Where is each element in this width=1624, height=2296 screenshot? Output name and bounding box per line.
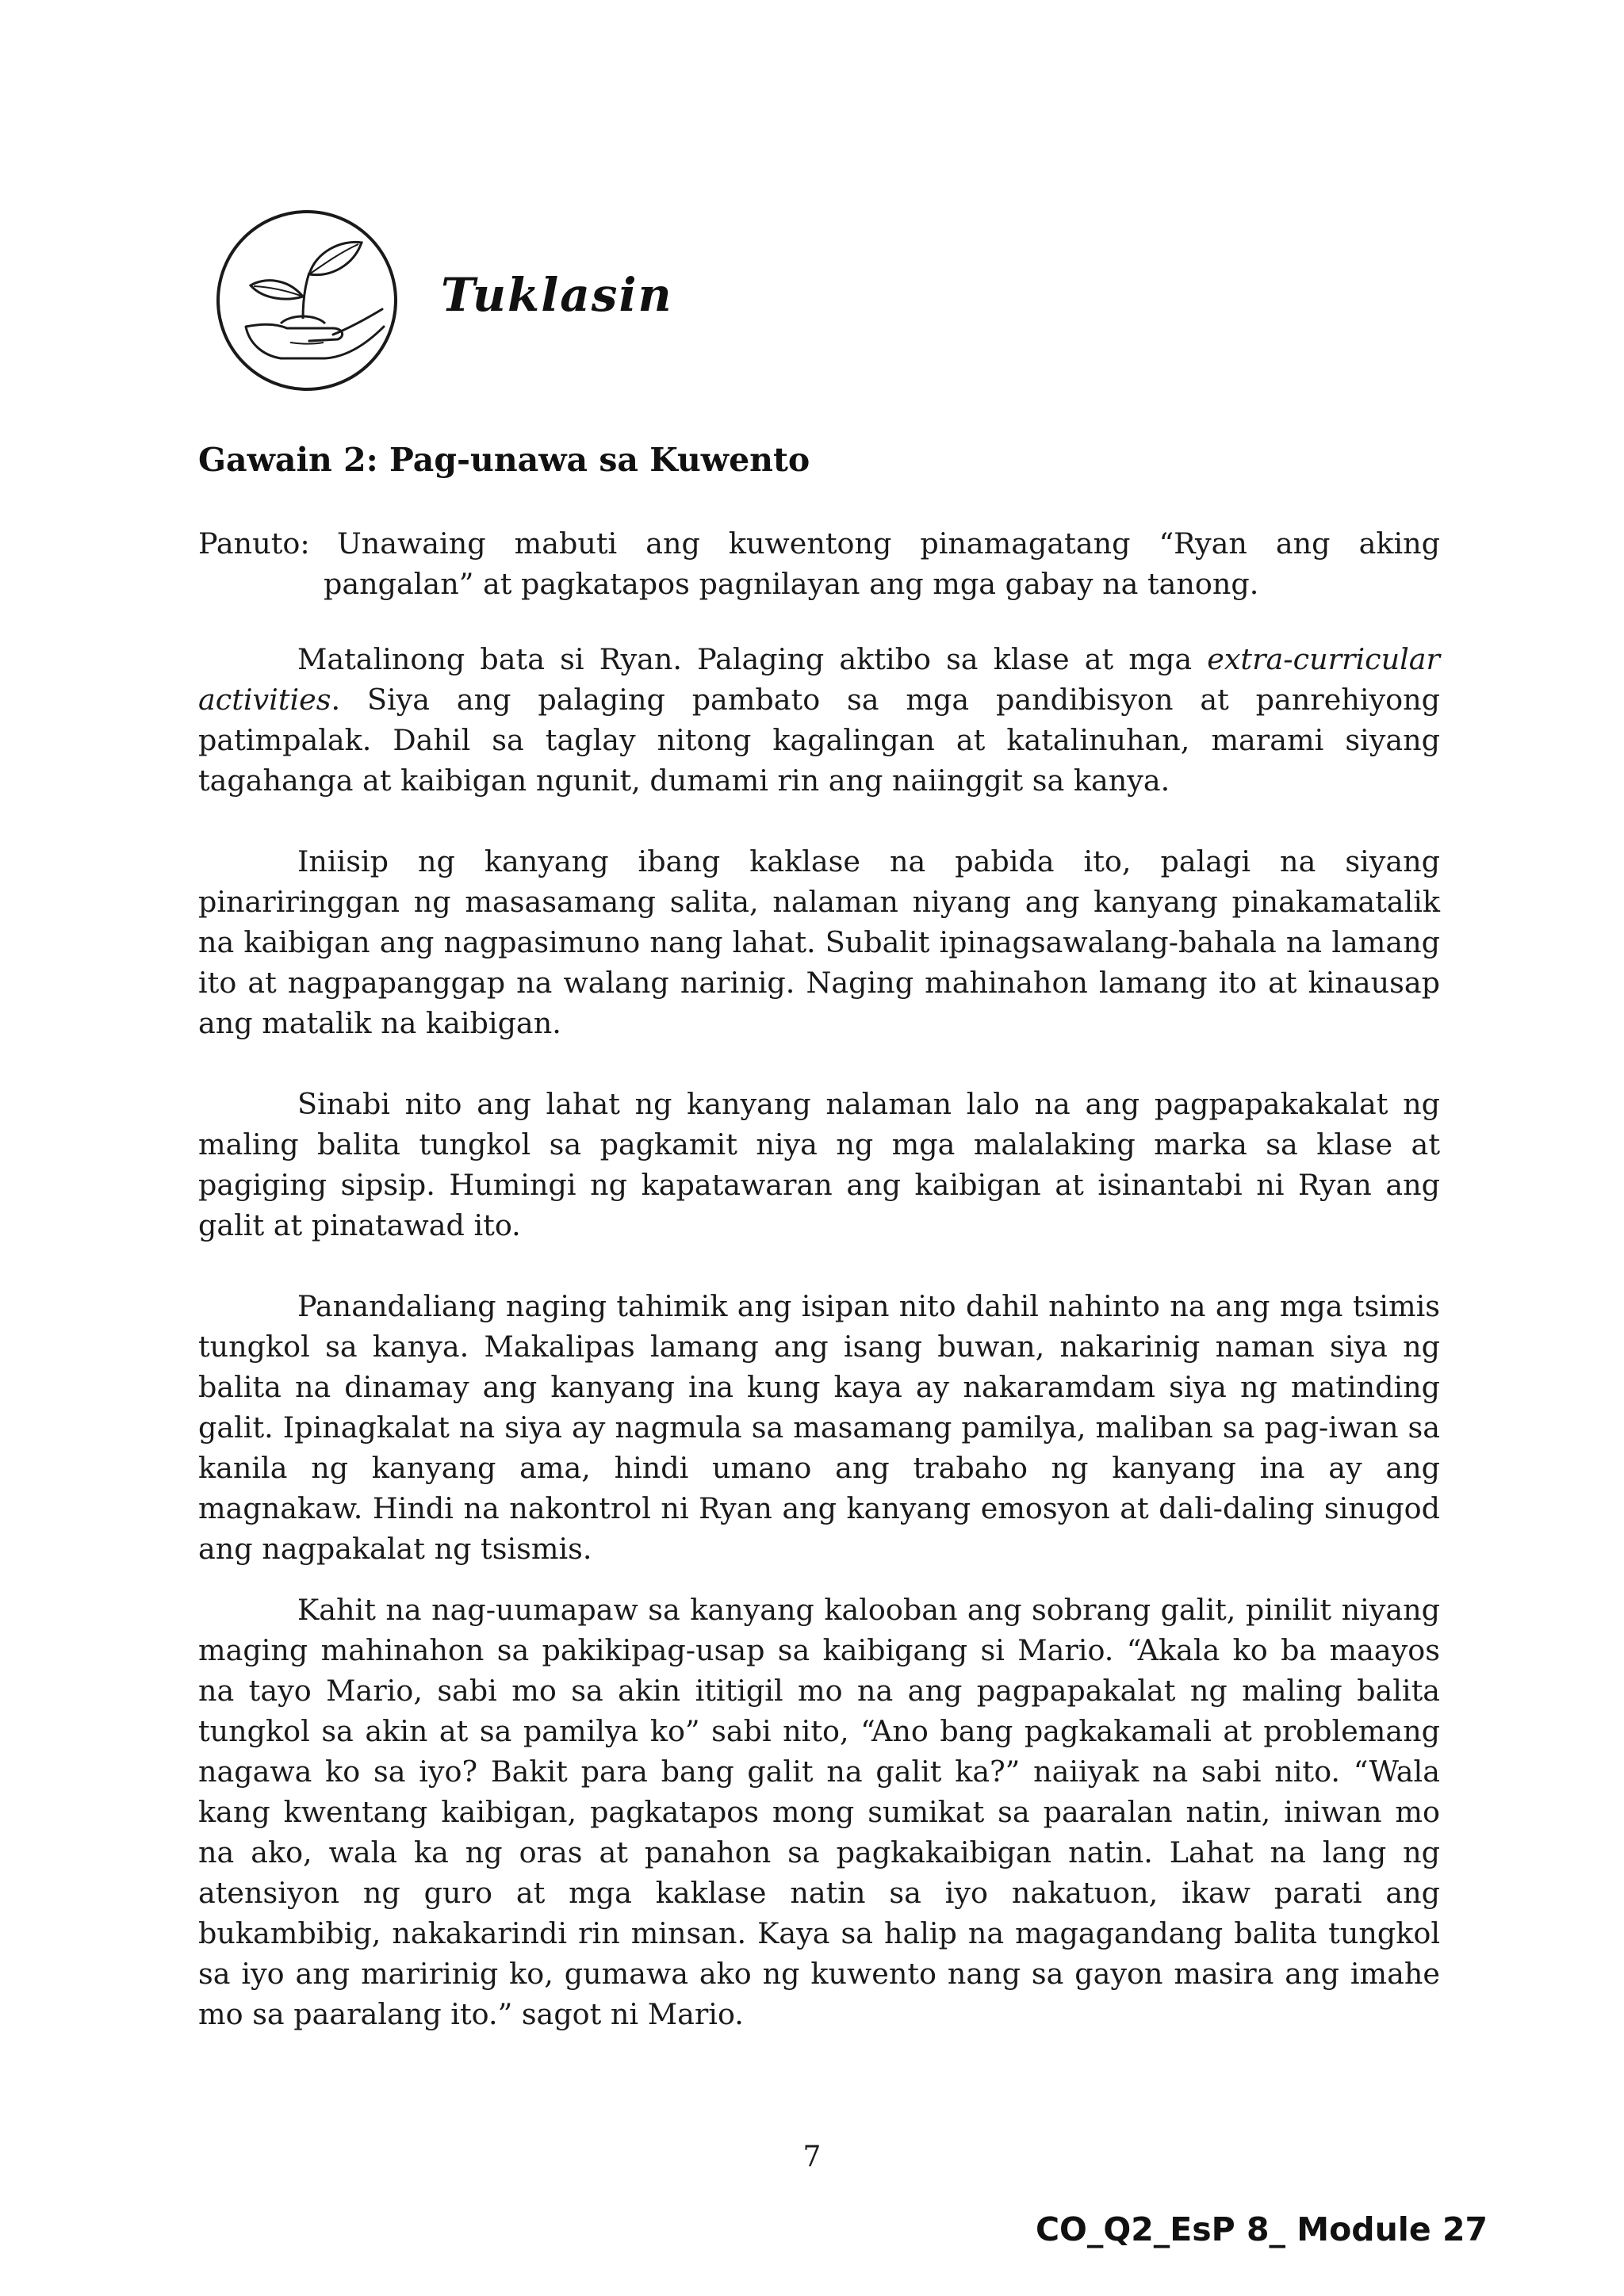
- story-paragraph-2: Iniisip ng kanyang ibang kaklase na pabida ito, palagi na siyang pinariringgan ng masasamang salita, nalaman niyang ang kanyang pinakamatalik na kaibigan ang nagpasimuno nang lahat. Subalit ipinagsawalang-bahala na lamang ito at nagpapanggap na walang narinig. Naging mahinahon lamang ito at kinausap ang matalik na kaibigan.: [198, 844, 1440, 1040]
- story: [198, 639, 1440, 2075]
- story-paragraph-5: Kahit na nag-uumapaw sa kanyang kalooban ang sobrang galit, pinilit niyang maging mahinahon sa pakikipag-usap sa kaibigang si Mario. “Akala ko ba maayos na tayo Mario, sabi mo sa akin ititigil mo na ang pagpapakalat ng maling balita tungkol sa akin at sa pamilya ko” sabi nito, “Ano bang pagkakamali at problemang nagawa ko sa iyo? Bakit para bang galit na galit ka?” naiiyak na sabi nito. “Wala kang kwentang kaibigan, pagkatapos mong sumikat sa paaralan natin, iniwan mo na ako, wala ka ng oras at panahon sa pagkakaibigan natin. Lahat na lang ng atensiyon ng guro at mga kaklase natin sa iyo nakatuon, ikaw parati ang bukambibig, nakakarindi rin minsan. Kaya sa halip na magagandang balita tungkol sa iyo ang maririnig ko, gumawa ako ng kuwento nang sa gayon masira ang imahe mo sa paaralang ito.” sagot ni Mario.: [198, 1593, 1440, 2031]
- directions-text-line-2: pangalan” at pagkatapos pagnilayan ang mga gabay na tanong.: [324, 567, 1259, 601]
- module-code: CO_Q2_EsP 8_ Module 27: [1035, 2210, 1488, 2248]
- story-paragraph-1-text: Matalinong bata si Ryan. Palaging aktibo sa klase at mga: [297, 642, 1208, 676]
- section-title: Tuklasin: [441, 268, 673, 322]
- page-number: 7: [802, 2141, 822, 2173]
- directions-label: Panuto:: [198, 526, 310, 561]
- hand-holding-seedling-icon: [214, 208, 400, 393]
- directions-text-line-1: Unawaing mabuti ang kuwentong pinamagatang “Ryan ang aking: [337, 526, 1440, 561]
- story-paragraph-1-italic: extra-curricular activities: [198, 642, 1440, 717]
- activity-title: Gawain 2: Pag-unawa sa Kuwento: [198, 441, 810, 479]
- story-paragraph-1: [198, 639, 1440, 801]
- directions: [198, 523, 1440, 604]
- story-paragraph-3: Sinabi nito ang lahat ng kanyang nalaman lalo na ang pagpapakakalat ng maling balita tungkol sa pagkamit niya ng mga malalaking marka sa klase at pagiging sipsip. Humingi ng kapatawaran ang kaibigan at isinantabi ni Ryan ang galit at pinatawad ito.: [198, 1087, 1440, 1242]
- story-paragraph-1-rest: . Siya ang palaging pambato sa mga pandibisyon at panrehiyong patimpalak. Dahil sa taglay nitong kagalingan at katalinuhan, marami siyang tagahanga at kaibigan ngunit, dumami rin ang naiinggit sa kanya.: [198, 683, 1440, 798]
- story-paragraph-4: Panandaliang naging tahimik ang isipan nito dahil nahinto na ang mga tsimis tungkol sa kanya. Makalipas lamang ang isang buwan, nakarinig naman siya ng balita na dinamay ang kanyang ina kung kaya ay nakaramdam siya ng matinding galit. Ipinagkalat na siya ay nagmula sa masamang pamilya, maliban sa pag-iwan sa kanila ng kanyang ama, hindi umano ang trabaho ng kanyang ina ay ang magnakaw. Hindi na nakontrol ni Ryan ang kanyang emosyon at dali-daling sinugod ang nagpakalat ng tsismis.: [198, 1289, 1440, 1566]
